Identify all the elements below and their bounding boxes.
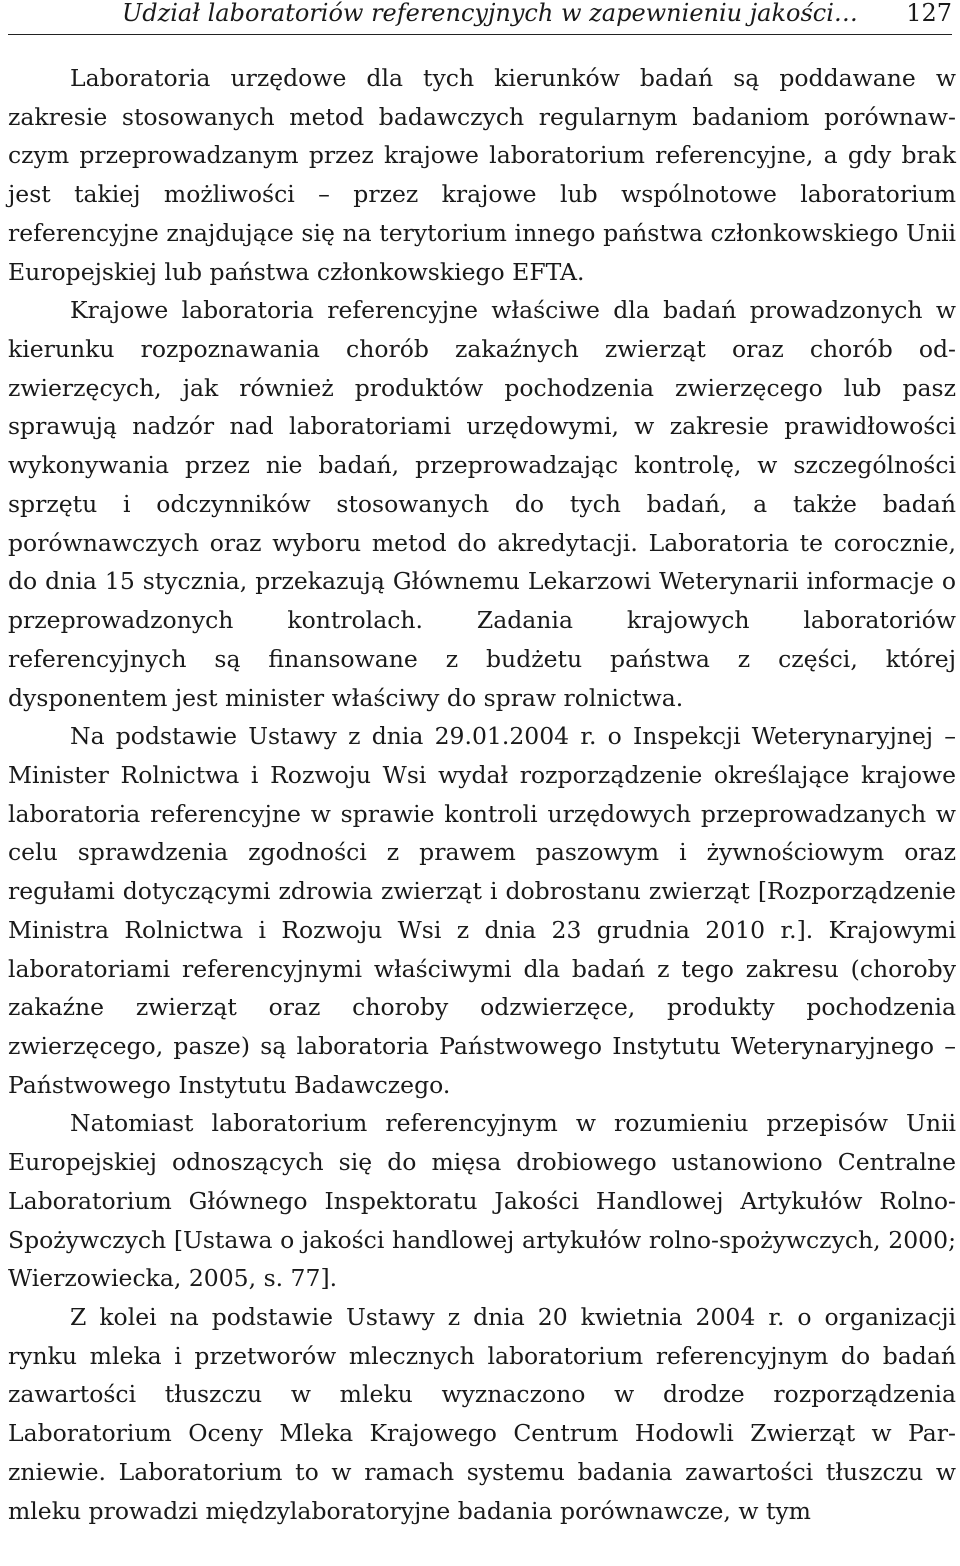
running-title: Udział laboratoriów referencyjnych w zapewnieniu jakości…: [122, 0, 858, 27]
running-header: [8, 0, 952, 35]
paragraph: Z kolei na podstawie Ustawy z dnia 20 kwietnia 2004 r. o organizacji rynku mleka i przetworów mlecznych laboratorium referencyjnym do badań zawartości tłuszczu w mleku wyznaczono w drodze rozporządzenia Laboratorium Oceny Mleka Krajowego Centrum Hodowli Zwierząt w Parzniewie. Laboratorium to w ramach systemu badania zawartości tłuszczu w mleku prowadzi międzylaboratoryjne badania porównawcze, w tym: [8, 1303, 956, 1525]
paragraph: Krajowe laboratoria referencyjne właściwe dla badań prowadzonych w kierunku rozpoznawania chorób zakaźnych zwierząt oraz chorób odzwierzęcych, jak również produktów pochodzenia zwierzęcego lub pasz sprawują nadzór nad laboratoriami urzędowymi, w zakresie prawidłowości wykonywania przez nie badań, przeprowadzając kontrolę, w szczególności sprzętu i odczynników stosowanych do tych badań, a także badań porównawczych oraz wyboru metod do akredytacji. Laboratoria te corocznie, do dnia 15 stycznia, przekazują Głównemu Lekarzowi Weterynarii informacje o przeprowadzonych kontrolach. Zadania krajowych laboratoriów referencyjnych są finansowane z budżetu państwa z części, której dysponentem jest minister właściwy do spraw rolnictwa.: [8, 296, 956, 712]
paragraph: Natomiast laboratorium referencyjnym w rozumieniu przepisów Unii Europejskiej odnoszących się do mięsa drobiowego ustanowiono Centralne Laboratorium Głównego Inspektoratu Jakości Handlowej Artykułów Rolno-Spożywczych [Ustawa o jakości handlowej artykułów rolno-spożywczych, 2000; Wierzowiecka, 2005, s. 77].: [8, 1109, 956, 1293]
paragraph: Na podstawie Ustawy z dnia 29.01.2004 r. o Inspekcji Weterynaryjnej – Minister Rolnictwa i Rozwoju Wsi wydał rozporządzenie określające krajowe laboratoria referencyjne w sprawie kontroli urzędowych przeprowadzanych w celu sprawdzenia zgodności z prawem paszowym i żywnościowym oraz regułami dotyczącymi zdrowia zwierząt i dobrostanu zwierząt [Rozporządzenie Ministra Rolnictwa i Rozwoju Wsi z dnia 23 grudnia 2010 r.]. Krajowymi laboratoriami referencyjnymi właściwymi dla badań z tego zakresu (choroby zakaźne zwierząt oraz choroby odzwierzęce, produkty pochodzenia zwierzęcego, pasze) są laboratoria Państwowego Instytutu Weterynaryjnego – Państwowego Instytutu Badawczego.: [8, 722, 956, 1099]
paragraph: Laboratoria urzędowe dla tych kierunków badań są poddawane w zakresie stosowanych metod badawczych regularnym badaniom porównawczym przeprowadzanym przez krajowe laboratorium referencyjne, a gdy brak jest takiej możliwości – przez krajowe lub wspólnotowe laboratorium referencyjne znajdujące się na terytorium innego państwa członkowskiego Unii Europejskiej lub państwa członkowskiego EFTA.: [8, 64, 956, 286]
body-text: [8, 59, 956, 1530]
page-number: 127: [906, 0, 952, 27]
